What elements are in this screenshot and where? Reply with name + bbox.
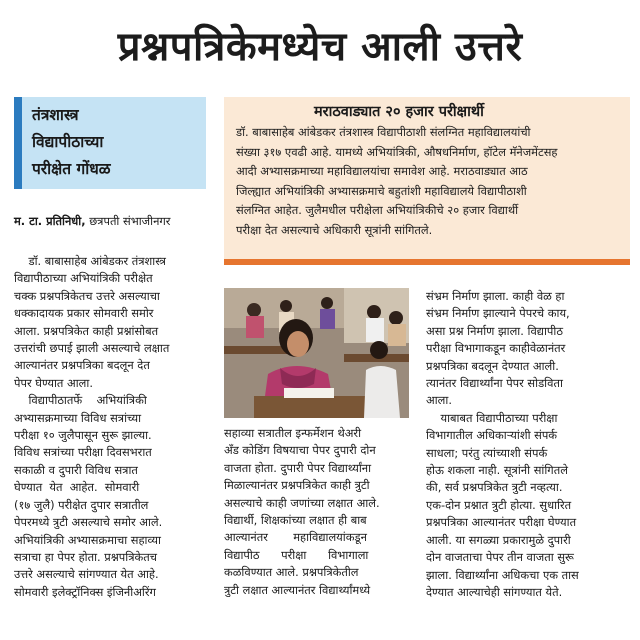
article-line: परीक्षा विभागाकडून काहीवेळानंतर [426,341,566,356]
byline-author: म. टा. प्रतिनिधी, [14,214,86,228]
article-line: सकाळी व दुपारी विविध सत्रात [14,462,138,477]
summary-line: आदी अभ्यासक्रमाच्या महाविद्यालयांचा समावेश आहे. मराठवाड्यात आठ [236,164,528,179]
article-line: घेण्यात येत आहेत. सोमवारी [14,480,140,495]
article-line: देण्यात आल्याचेही सांगण्यात येते. [426,584,563,599]
exam-hall-photo [224,288,409,418]
article-line: त्रुटी लक्षात आल्यानंतर विद्यार्थ्यांमध्ये [224,582,371,597]
article-line: परीक्षा १० जुलैपासून सुरू झाल्या. [14,428,152,443]
summary-line: जिल्ह्यात अभियांत्रिकी अभ्यासक्रमाचे बहुतांशी महाविद्यालये विद्यापीठाशी [236,183,527,198]
article-line: संभ्रम निर्माण झाल्याने पेपरचे काय, [426,306,570,321]
article-column-middle [224,425,414,599]
article-line: आली. या सगळ्या प्रकारामुळे दुपारी [426,532,571,547]
article-line: झाला. विद्यार्थ्यांना अधिकचा एक तास [426,567,579,582]
article-line: असल्याचे काही जणांच्या लक्षात आले. [224,495,380,510]
article-line: असा प्रश्न निर्माण झाला. विद्यापीठ [426,323,563,338]
article-line: विद्यापीठातर्फे अभियांत्रिकी [14,393,147,408]
article-line: साधला; परंतु त्यांच्याशी संपर्क [426,445,548,460]
article-line: त्यानंतर विद्यार्थ्यांना पेपर सोडविता [426,376,563,391]
article-line: सत्राचा हा पेपर होता. प्रश्नपत्रिकेतच [14,549,157,564]
headline: प्रश्नपत्रिकेमध्येच आली उत्तरे [117,24,523,70]
article-column-left [14,253,214,601]
article-line: दोन वाजताचा पेपर तीन वाजता सुरू [426,550,574,565]
article-line: वाजता होता. दुपारी पेपर विद्यार्थ्यांना [224,460,372,475]
article-line: विविध सत्रांच्या परीक्षा दिवसभरात [14,445,152,460]
article-line: आला. [426,393,452,408]
article-line: विभागातील अधिकाऱ्यांशी संपर्क [426,428,558,443]
article-line: याबाबत विद्यापीठाच्या परीक्षा [426,410,558,425]
article-line: विद्यापीठ परीक्षा विभागाला [224,547,369,562]
article-column-right [426,288,632,601]
article-line: (१७ जुलै) परीक्षेत दुपार सत्रातील [14,497,149,512]
article-line: एक-दोन प्रश्नात त्रुटी होत्या. सुधारित [426,497,572,512]
article-line: धक्कादायक प्रकार सोमवारी समोर [14,306,154,321]
article-line: विद्यापीठाच्या अभियांत्रिकी परीक्षेत [14,271,153,286]
summary-line: डॉ. बाबासाहेब आंबेडकर तंत्रशास्त्र विद्यापीठाशी संलग्नित महाविद्यालयांची [236,125,531,139]
summary-box [224,97,630,265]
article-line: उत्तरे असल्याचे सांगण्यात येत आहे. [14,567,159,582]
article-line: उत्तरांची छपाई झाली असल्याचे लक्षात [14,341,170,356]
exam-hall-photo-icon [224,288,409,418]
article-line: डॉ. बाबासाहेब आंबेडकर तंत्रशास्त्र [14,254,166,268]
sidebar-subheading-box [14,97,206,189]
article-line: सोमवारी इलेक्ट्रॉनिक्स इंजिनीअरिंग [14,584,156,599]
article-line: होऊ शकला नाही. सूत्रांनी सांगितले [426,463,568,478]
article-line: आल्यानंतर प्रश्नपत्रिका बदलून देत [14,358,150,373]
byline [14,212,214,230]
article-line: आला. प्रश्नपत्रिकेत काही प्रश्नांसोबत [14,323,159,338]
article-line: प्रश्नपत्रिका आल्यानंतर परीक्षा घेण्यात [426,515,577,530]
article-line: अभ्यासक्रमाच्या विविध सत्रांच्या [14,410,142,425]
article-line: मिळाल्यानंतर प्रश्नपत्रिकेत काही त्रुटी [224,478,370,493]
article-line: की, सर्व प्रश्नपत्रिकेत त्रुटी नव्हत्या. [426,480,563,495]
summary-line: संख्या ३१७ एवढी आहे. यामध्ये अभियांत्रिकी, औषधनिर्माण, हॉटेल मॅनेजमेंटसह [236,144,558,159]
sidebar-subheading-line: विद्यापीठाच्या [32,133,104,151]
article-line: आल्यानंतर महाविद्यालयांकडून [224,530,367,545]
summary-title: मराठवाड्यात २० हजार परीक्षार्थी [314,104,484,120]
article-line: सहाव्या सत्रातील इन्फर्मेशन थेअरी [224,426,362,440]
article-line: पेपर घेण्यात आला. [14,375,93,390]
sidebar-subheading-line: तंत्रशास्त्र [32,106,79,124]
sidebar-subheading-line: परीक्षेत गोंधळ [32,160,111,178]
byline-place: छत्रपती संभाजीनगर [85,214,171,228]
summary-line: परीक्षा देत असल्याचे अधिकारी सूत्रांनी सांगितले. [236,222,433,237]
article-line: संभ्रम निर्माण झाला. काही वेळ हा [426,289,565,303]
article-line: प्रश्नपत्रिका बदलून देण्यात आली. [426,358,559,373]
article-line: चक्क प्रश्नपत्रिकेतच उत्तरे असल्याचा [14,288,160,303]
article-line: पेपरमध्ये त्रुटी असल्याचे समोर आले. [14,515,163,530]
article-line: कळविण्यात आले. प्रश्नपत्रिकेतील [224,565,359,580]
article-line: अभियांत्रिकी अभ्यासक्रमाचा सहाव्या [14,532,161,547]
summary-line: संलग्नित आहेत. जुलैमधील परीक्षेला अभियांत्रिकीचे २० हजार विद्यार्थी [236,203,519,218]
article-line: विद्यार्थी, शिक्षकांच्या लक्षात ही बाब [224,513,367,528]
article-line: अँड कोडिंग विषयाचा पेपर दुपारी दोन [224,443,376,458]
